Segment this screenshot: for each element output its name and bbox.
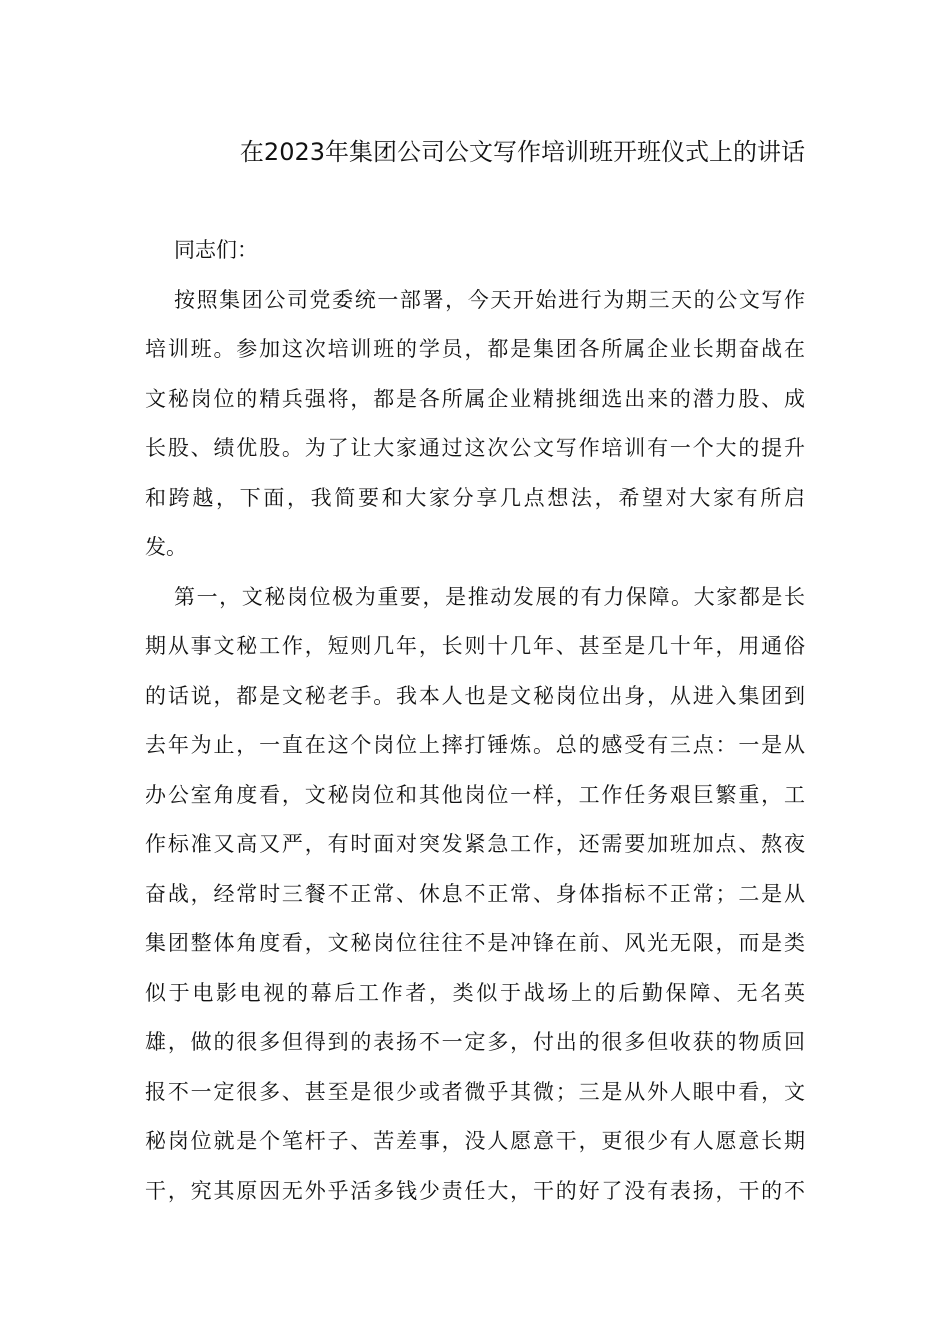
document-body (145, 226, 805, 1216)
paragraph-line: 期从事文秘工作，短则几年，长则十几年、甚至是几十年，用通俗 (145, 634, 805, 658)
paragraph-line: 干，究其原因无外乎活多钱少责任大，干的好了没有表扬，干的不 (145, 1178, 805, 1203)
document-title: 在2023年集团公司公文写作培训班开班仪式上的讲话 (239, 138, 805, 166)
paragraph-line: 办公室角度看，文秘岗位和其他岗位一样，工作任务艰巨繁重，工 (145, 782, 805, 807)
salutation: 同志们： (174, 238, 258, 262)
paragraph-line: 第一，文秘岗位极为重要，是推动发展的有力保障。大家都是长 (174, 584, 805, 609)
paragraph-line: 长股、绩优股。为了让大家通过这次公文写作培训有一个大的提升 (145, 436, 805, 460)
paragraph-line: 作标准又高又严，有时面对突发紧急工作，还需要加班加点、熬夜 (145, 832, 805, 856)
paragraph-line: 文秘岗位的精兵强将，都是各所属企业精挑细选出来的潜力股、成 (145, 386, 805, 411)
paragraph-line: 发。 (145, 535, 187, 559)
paragraph-line: 按照集团公司党委统一部署，今天开始进行为期三天的公文写作 (174, 287, 805, 312)
paragraph-line: 的话说，都是文秘老手。我本人也是文秘岗位出身，从进入集团到 (145, 683, 805, 708)
paragraph-line: 和跨越，下面，我简要和大家分享几点想法，希望对大家有所启 (145, 485, 805, 510)
paragraph-line: 秘岗位就是个笔杆子、苦差事，没人愿意干，更很少有人愿意长期 (145, 1129, 805, 1153)
paragraph-line: 雄，做的很多但得到的表扬不一定多，付出的很多但收获的物质回 (145, 1030, 805, 1054)
paragraph-2 (145, 573, 805, 1217)
paragraph-line: 似于电影电视的幕后工作者，类似于战场上的后勤保障、无名英 (145, 980, 805, 1005)
paragraph-line: 报不一定很多、甚至是很少或者微乎其微；三是从外人眼中看，文 (145, 1079, 805, 1104)
paragraph-line: 奋战，经常时三餐不正常、休息不正常、身体指标不正常；二是从 (145, 881, 805, 906)
paragraph-line: 集团整体角度看，文秘岗位往往不是冲锋在前、风光无限，而是类 (145, 931, 805, 955)
paragraph-1 (145, 276, 805, 573)
paragraph-line: 去年为止，一直在这个岗位上摔打锤炼。总的感受有三点：一是从 (145, 733, 805, 757)
paragraph-line: 培训班。参加这次培训班的学员，都是集团各所属企业长期奋战在 (145, 337, 805, 361)
